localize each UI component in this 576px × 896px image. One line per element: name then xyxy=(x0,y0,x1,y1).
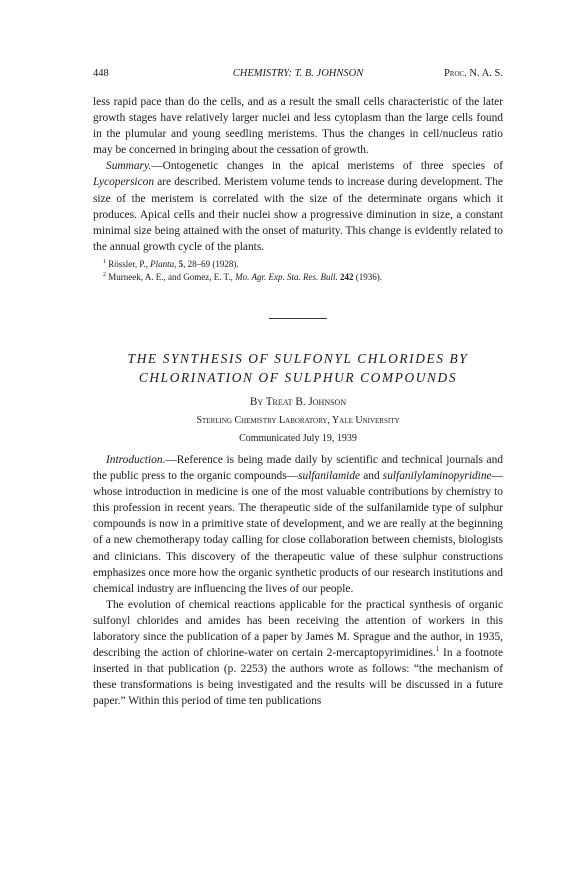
running-title: CHEMISTRY: T. B. JOHNSON xyxy=(232,68,364,79)
article-body xyxy=(93,452,503,710)
communicated-date: Communicated July 19, 1939 xyxy=(239,432,357,444)
body-text-run: In a footnote inserted in that publication (p. 2253) the authors wrote as follows: “the mechanism of these transformations is being investigated and the results will be discussed in a future paper.” Within this period of time ten publications xyxy=(93,647,504,708)
summary-label: Summary. xyxy=(106,160,152,173)
footnote-mark: 1 xyxy=(103,258,106,265)
summary-text-post: are described. Meristem volume tends to increase during development. The size of the meristem is correlated with the size of the determinate organs which it produces. Apical cells and their nuclei show a progressive diminution in size, a constant minimal size being attained with the onset of maturity. This change is evidently related to the annual growth cycle of the plants. xyxy=(93,176,503,253)
summary-paragraph xyxy=(93,158,503,255)
footnotes xyxy=(103,258,503,284)
footnote-text: Murneek, A. E., and Gomez, E. T., xyxy=(106,271,236,282)
body-text-run: and xyxy=(360,470,383,483)
journal-page xyxy=(93,68,503,709)
summary-genus: Lycopersicon xyxy=(93,176,155,189)
article-heading xyxy=(93,349,503,444)
article-title-line-2: CHLORINATION OF SULPHUR COMPOUNDS xyxy=(138,369,458,385)
introduction-paragraph xyxy=(93,452,503,597)
footnote-text: , 28–69 (1928). xyxy=(183,258,239,269)
article-title-line-1: THE SYNTHESIS OF SULFONYL CHLORIDES BY xyxy=(127,350,469,366)
page-number: 448 xyxy=(93,68,109,79)
footnote-journal: Mo. Agr. Exp. Sta. Res. Bull. xyxy=(235,271,338,282)
footnote-text: (1936). xyxy=(353,271,382,282)
running-header xyxy=(93,68,503,84)
body-text-run: The evolution of chemical reactions applicable for the practical synthesis of organic sulfonyl chlorides and amides has been receiving the attention of workers in this laboratory since the publication of a paper by James M. Sprague and the author, in 1935, describing the action of chlorine-water on certain 2-mercaptopyrimidines. xyxy=(93,598,503,660)
previous-article xyxy=(93,94,503,255)
footnote-1 xyxy=(103,258,503,271)
section-divider xyxy=(269,318,327,319)
reference-mark: 1 xyxy=(435,645,440,654)
journal-abbrev: Proc. N. A. S. xyxy=(443,68,503,79)
footnote-mark: 2 xyxy=(103,271,106,278)
author-affiliation: Sterling Chemistry Laboratory, Yale University xyxy=(196,414,400,426)
continuation-paragraph: less rapid pace than do the cells, and as a result the small cells characteristic of the later growth stages have relatively larger nuclei and less cytoplasm than the large cells found in the plumular and young seedling meristems. Thus the changes in cell/nucleus ratio may be concerned in bringing about the cessation of growth. xyxy=(93,96,503,157)
footnote-text: , xyxy=(174,258,179,269)
body-text-run: —whose introduction in medicine is one of the most valuable contributions by chemistry to this profession in recent years. The therapeutic side of the sulfanilamide type of sulphur compounds is now in a primitive state of development, and we are really at the beginning of a new chemotherapy today calling for close collaboration between chemists, biologists and clinicians. This discovery of the therapeutic value of these sulphur constructions emphasizes once more how the organic synthetic products of our research institutions and chemical industry are influencing the lives of our people. xyxy=(93,470,503,595)
compound-name: sulfanilylaminopyridine xyxy=(382,470,492,483)
author-byline: By Treat B. Johnson xyxy=(249,395,347,408)
footnote-volume: 242 xyxy=(339,271,354,282)
footnote-2 xyxy=(103,271,503,284)
evolution-paragraph xyxy=(93,597,503,710)
footnote-journal: Planta xyxy=(150,258,175,269)
footnote-text: Rössler, P., xyxy=(106,258,151,269)
footnote-volume: 5 xyxy=(178,258,184,269)
compound-name: sulfanilamide xyxy=(298,470,361,483)
summary-text-pre: —Ontogenetic changes in the apical meristems of three species of xyxy=(151,160,503,173)
introduction-label: Introduction. xyxy=(106,453,166,466)
body-text-run: —Reference is being made daily by scientific and technical journals and the public press to the organic compounds— xyxy=(93,453,503,483)
